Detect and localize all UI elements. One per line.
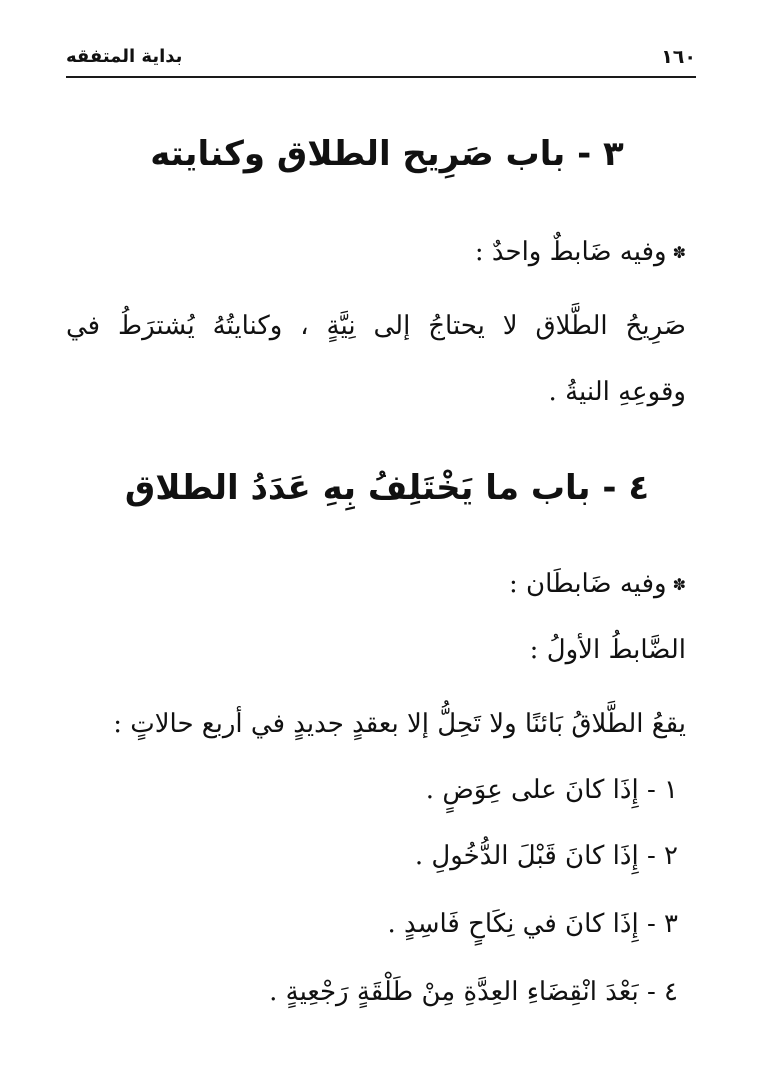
rule-title: الضَّابطُ الأولُ : [529, 635, 686, 665]
running-header [66, 44, 696, 78]
section-3-body-line-1: صَرِيحُ الطَّلاق لا يحتاجُ إلى نِيَّةٍ ، وكنايتُهُ يُشترَطُ في [66, 311, 686, 341]
section-4-intro [66, 564, 686, 605]
bullet-icon: ✽ [672, 575, 686, 594]
section-3-body-line-2: وقوعِهِ النيةُ . [548, 377, 686, 407]
bullet-icon: ✽ [672, 243, 686, 262]
chapter-heading-3: ٣ - باب صَرِيح الطلاق وكنايته [150, 134, 624, 174]
list-item: ٢ - إِذَا كانَ قَبْلَ الدُّخُولِ . [414, 841, 678, 871]
list-item: ١ - إِذَا كانَ على عِوَضٍ . [425, 775, 678, 805]
rule-text: يقعُ الطَّلاقُ بَائنًا ولا تَحِلُّ إلا بعقدٍ جديدٍ في أربع حالاتٍ : [113, 709, 686, 739]
section-3-intro [66, 232, 686, 273]
book-title: بداية المتفقه [66, 46, 183, 67]
list-item: ٣ - إِذَا كانَ في نِكَاحٍ فَاسِدٍ . [387, 909, 678, 939]
list-item: ٤ - بَعْدَ انْقِضَاءِ العِدَّةِ مِنْ طَلْقَةٍ رَجْعِيةٍ . [269, 977, 678, 1007]
section-3-intro-text: وفيه ضَابطٌ واحدٌ : [474, 237, 667, 267]
section-4-intro-text: وفيه ضَابطَان : [508, 569, 667, 599]
chapter-heading-4: ٤ - باب ما يَخْتَلِفُ بِهِ عَدَدُ الطلاق [124, 468, 650, 508]
page-number: ١٦٠ [661, 46, 696, 68]
